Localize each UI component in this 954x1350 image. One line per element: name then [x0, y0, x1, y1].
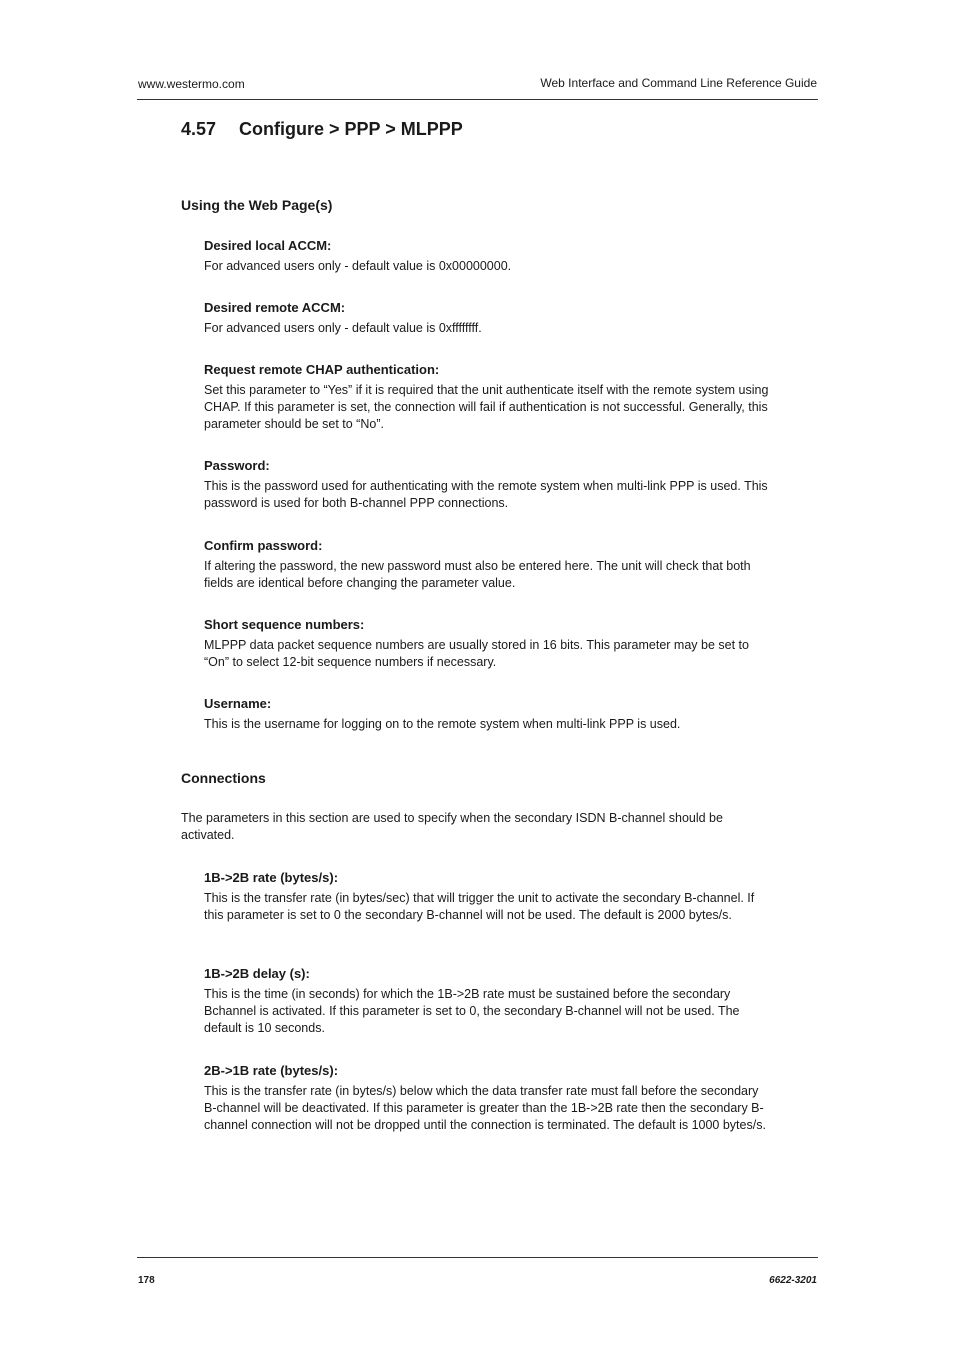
- param-description: For advanced users only - default value is 0xffffffff.: [204, 321, 482, 335]
- footer-divider: [137, 1257, 818, 1258]
- param-1b-2b-rate: [204, 869, 774, 924]
- param-description: Set this parameter to “Yes” if it is required that the unit authenticate itself with the remote system using CHAP. If this parameter is set, the connection will fail if authentication is not successful. Generally, this parameter should be set to “No”.: [204, 383, 769, 431]
- param-title: Request remote CHAP authentication:: [204, 362, 440, 377]
- section-number: 4.57: [181, 119, 217, 139]
- param-title: Confirm password:: [204, 538, 323, 553]
- param-title: 2B->1B rate (bytes/s):: [204, 1063, 339, 1078]
- param-title: Short sequence numbers:: [204, 617, 365, 632]
- param-confirm-password: [204, 537, 774, 592]
- header-divider: [137, 99, 818, 100]
- param-desired-remote-accm: [204, 299, 774, 337]
- param-username: [204, 695, 774, 733]
- param-title: 1B->2B rate (bytes/s):: [204, 870, 339, 885]
- param-description: This is the time (in seconds) for which the 1B->2B rate must be sustained before the secondary Bchannel is activated. If this parameter is set to 0, the secondary B-channel will not be used. The default is 10 seconds.: [204, 987, 740, 1035]
- subheading-web-pages: Using the Web Page(s): [181, 197, 333, 213]
- param-request-remote-chap: [204, 361, 774, 433]
- param-title: 1B->2B delay (s):: [204, 966, 310, 981]
- header-website: www.westermo.com: [138, 77, 245, 91]
- param-description: MLPPP data packet sequence numbers are usually stored in 16 bits. This parameter may be set to “On” to select 12-bit sequence numbers if necessary.: [204, 638, 749, 669]
- param-description: This is the password used for authenticating with the remote system when multi-link PPP is used. This password is used for both B-channel PPP connections.: [204, 479, 768, 510]
- param-description: This is the transfer rate (in bytes/s) below which the data transfer rate must fall before the secondary B-channel will be deactivated. If this parameter is greater than the 1B->2B rate then the secondary B-channel connection will not be dropped until the connection is terminated. The default is 1000 bytes/s.: [204, 1084, 766, 1132]
- param-title: Desired local ACCM:: [204, 238, 332, 253]
- param-desired-local-accm: [204, 237, 774, 275]
- param-short-sequence-numbers: [204, 616, 774, 671]
- param-description: This is the username for logging on to the remote system when multi-link PPP is used.: [204, 717, 681, 731]
- footer-page-number: 178: [138, 1275, 155, 1286]
- param-title: Password:: [204, 458, 270, 473]
- param-2b-1b-rate: [204, 1062, 774, 1134]
- param-description: This is the transfer rate (in bytes/sec) that will trigger the unit to activate the secondary B-channel. If this parameter is set to 0 the secondary B-channel will not be used. The default is 2000 bytes/s.: [204, 891, 755, 922]
- param-1b-2b-delay: [204, 965, 774, 1037]
- param-title: Username:: [204, 696, 272, 711]
- connections-intro: The parameters in this section are used to specify when the secondary ISDN B-channel should be activated.: [181, 811, 723, 842]
- subheading-connections: Connections: [181, 770, 266, 786]
- section-heading: [181, 119, 463, 140]
- footer-doc-number: 6622-3201: [769, 1275, 817, 1286]
- param-password: [204, 457, 774, 512]
- header-guide-title: Web Interface and Command Line Reference Guide: [540, 76, 817, 90]
- param-title: Desired remote ACCM:: [204, 300, 346, 315]
- param-description: For advanced users only - default value is 0x00000000.: [204, 259, 512, 273]
- param-description: If altering the password, the new password must also be entered here. The unit will check that both fields are identical before changing the parameter value.: [204, 559, 751, 590]
- section-title: Configure > PPP > MLPPP: [239, 119, 463, 139]
